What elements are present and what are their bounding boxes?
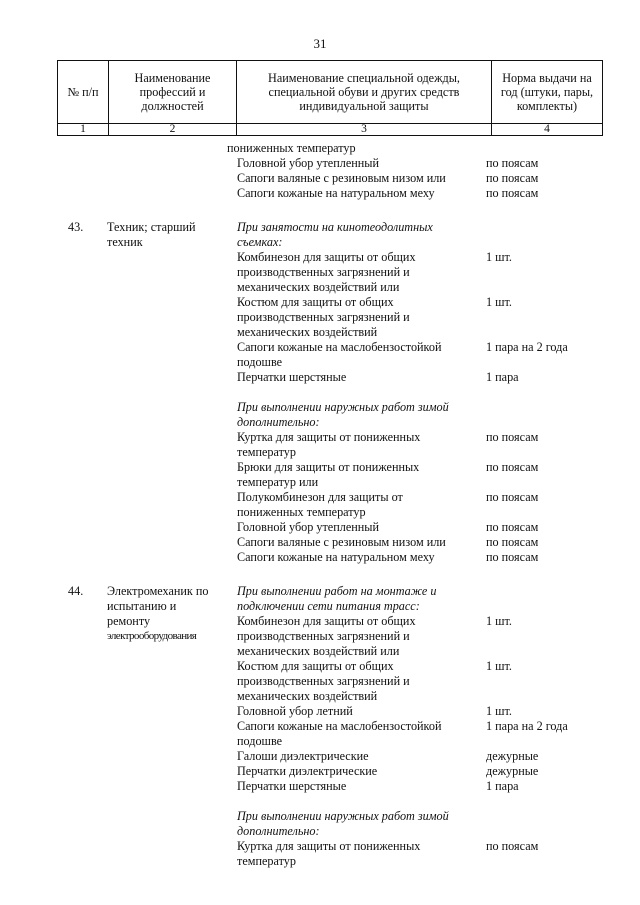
condition-heading: При занятости на кинотеодолитных [237, 220, 433, 234]
condition-heading: дополнительно: [237, 824, 320, 838]
list-item [0, 629, 640, 644]
list-item [0, 490, 640, 505]
list-item [0, 749, 640, 764]
item-text: Куртка для защиты от пониженных [237, 430, 421, 444]
list-item [0, 659, 640, 674]
item-text: Брюки для защиты от пониженных [237, 460, 420, 474]
item-text: температур [237, 854, 296, 868]
item-text: Куртка для защиты от пониженных [237, 839, 421, 853]
item-text: Сапоги валяные с резиновым низом или [237, 535, 446, 549]
list-item [0, 220, 640, 235]
list-item [0, 355, 640, 370]
item-norm: по поясам [486, 550, 539, 564]
item-norm: по поясам [486, 839, 539, 853]
item-text: Головной убор утепленный [237, 520, 379, 534]
item-text: Перчатки шерстяные [237, 779, 347, 793]
condition-heading: При выполнении наружных работ зимой [237, 809, 449, 823]
list-item [0, 824, 640, 839]
list-item [0, 156, 640, 171]
list-item [0, 171, 640, 186]
list-item [0, 325, 640, 340]
condition-heading: При выполнении работ на монтаже и [237, 584, 437, 598]
list-item [0, 764, 640, 779]
list-item [0, 445, 640, 460]
header-col-norm: Норма выдачи на год (штуки, пары, комплекты) [492, 61, 603, 124]
item-norm: по поясам [486, 460, 539, 474]
item-text: температур или [237, 475, 319, 489]
column-number-row [58, 124, 603, 136]
column-number-4: 4 [492, 124, 603, 136]
item-norm: по поясам [486, 490, 539, 504]
item-text: Сапоги кожаные на натуральном меху [237, 550, 435, 564]
item-norm: 1 пара [486, 370, 519, 384]
condition-heading: подключении сети питания трасс: [237, 599, 420, 613]
list-item [0, 550, 640, 565]
list-item [0, 809, 640, 824]
list-item [0, 520, 640, 535]
list-item [0, 280, 640, 295]
header-col-number: № п/п [58, 61, 109, 124]
item-text: Головной убор утепленный [237, 156, 379, 170]
column-number-1: 1 [58, 124, 109, 136]
item-text: производственных загрязнений и [237, 265, 410, 279]
continuation-block [0, 141, 640, 201]
list-item [0, 186, 640, 201]
item-norm: 1 шт. [486, 614, 512, 628]
condition-heading: съемках: [237, 235, 283, 249]
item-text: Комбинезон для защиты от общих [237, 614, 416, 628]
item-norm: 1 шт. [486, 704, 512, 718]
row-number: 43. [68, 220, 84, 234]
profession-line: ремонту [107, 614, 151, 628]
list-item [0, 310, 640, 325]
condition-heading: При выполнении наружных работ зимой [237, 400, 449, 414]
item-text: Костюм для защиты от общих [237, 659, 394, 673]
item-text: механических воздействий [237, 325, 378, 339]
list-item [0, 854, 640, 869]
list-item [0, 235, 640, 250]
profession-name: Техник; старший техник [107, 220, 196, 249]
header-row [58, 61, 603, 124]
item-text: производственных загрязнений и [237, 310, 410, 324]
list-item [0, 415, 640, 430]
item-text: производственных загрязнений и [237, 674, 410, 688]
list-item [0, 674, 640, 689]
item-text: подошве [237, 355, 283, 369]
list-item [0, 535, 640, 550]
item-text: Перчатки диэлектрические [237, 764, 378, 778]
list-item [0, 250, 640, 265]
list-item [0, 734, 640, 749]
item-norm: 1 шт. [486, 659, 512, 673]
item-text: Полукомбинезон для защиты от [237, 490, 403, 504]
item-text: производственных загрязнений и [237, 629, 410, 643]
item-norm: по поясам [486, 535, 539, 549]
item-norm: 1 пара на 2 года [486, 340, 568, 354]
list-item [0, 644, 640, 659]
list-item [0, 141, 640, 156]
list-item [0, 400, 640, 415]
list-item [0, 370, 640, 385]
item-norm: по поясам [486, 430, 539, 444]
item-text: Сапоги кожаные на маслобензостойкой [237, 719, 442, 733]
list-item [0, 614, 640, 629]
item-text: пониженных температур [237, 505, 366, 519]
item-text: Сапоги валяные с резиновым низом или [237, 171, 446, 185]
table-body [0, 141, 640, 869]
item-norm: дежурные [486, 764, 539, 778]
item-text: механических воздействий или [237, 280, 400, 294]
item-norm: по поясам [486, 171, 539, 185]
item-text: механических воздействий [237, 689, 378, 703]
page-number: 31 [313, 36, 327, 51]
item-norm: 1 пара на 2 года [486, 719, 568, 733]
item-norm: 1 шт. [486, 295, 512, 309]
list-item [0, 779, 640, 794]
item-text: Комбинезон для защиты от общих [237, 250, 416, 264]
table-row-43 [0, 220, 640, 565]
profession-line: электрооборудования [107, 630, 197, 642]
list-item [0, 430, 640, 445]
item-text: механических воздействий или [237, 644, 400, 658]
list-item [0, 704, 640, 719]
list-item [0, 584, 640, 599]
profession-line: испытанию и [107, 599, 177, 613]
item-text: Галоши диэлектрические [237, 749, 369, 763]
item-text: пониженных температур [227, 141, 356, 155]
column-number-3: 3 [237, 124, 492, 136]
list-item [0, 599, 640, 614]
item-norm: 1 пара [486, 779, 519, 793]
item-norm: дежурные [486, 749, 539, 763]
item-text: подошве [237, 734, 283, 748]
item-norm: по поясам [486, 520, 539, 534]
list-item [0, 340, 640, 355]
item-text: температур [237, 445, 296, 459]
list-item [0, 295, 640, 310]
list-item [0, 719, 640, 734]
list-item [0, 265, 640, 280]
item-text: Сапоги кожаные на натуральном меху [237, 186, 435, 200]
condition-heading: дополнительно: [237, 415, 320, 429]
item-text: Сапоги кожаные на маслобензостойкой [237, 340, 442, 354]
item-text: Перчатки шерстяные [237, 370, 347, 384]
header-col-equipment: Наименование специальной одежды, специальной обуви и других средств индивидуальной защиты [237, 61, 492, 124]
item-norm: по поясам [486, 156, 539, 170]
table-row-44 [0, 584, 640, 869]
list-item [0, 475, 640, 490]
item-text: Костюм для защиты от общих [237, 295, 394, 309]
list-item [0, 839, 640, 854]
item-norm: 1 шт. [486, 250, 512, 264]
column-number-2: 2 [109, 124, 237, 136]
header-col-profession: Наименование профессий и должностей [109, 61, 237, 124]
list-item [0, 689, 640, 704]
profession-line: Электромеханик по [107, 584, 209, 598]
item-norm: по поясам [486, 186, 539, 200]
list-item [0, 505, 640, 520]
table-header [57, 60, 603, 136]
item-text: Головной убор летний [237, 704, 353, 718]
list-item [0, 460, 640, 475]
row-number: 44. [68, 584, 84, 598]
